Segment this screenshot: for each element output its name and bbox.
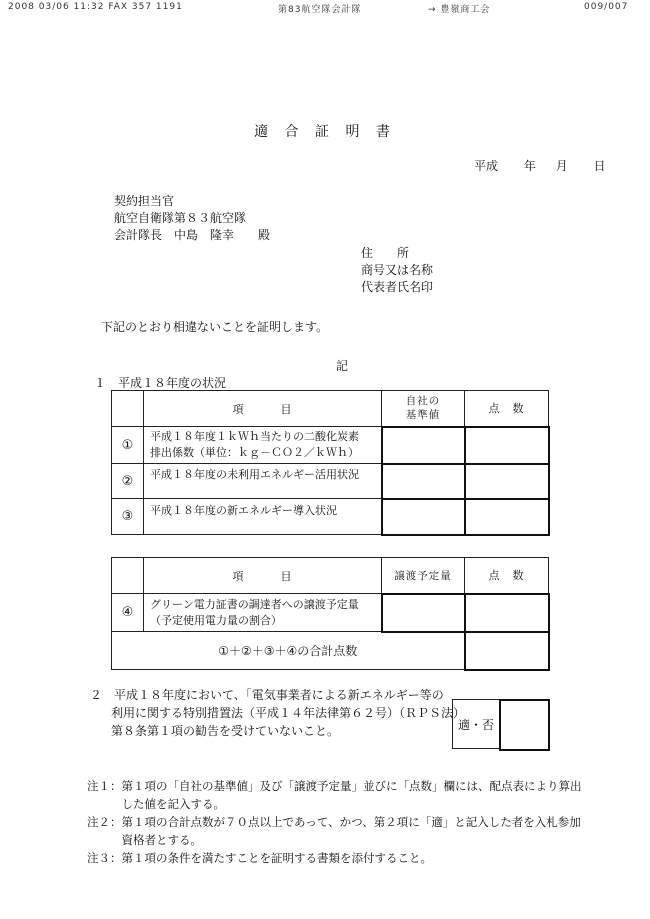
addressee-block	[114, 193, 270, 244]
date-era: 平成	[474, 159, 499, 173]
addressee-name: 会計隊長 中島 隆幸 殿	[114, 228, 271, 242]
section2-text	[90, 686, 465, 740]
date-year: 年	[523, 159, 536, 173]
date-day: 日	[593, 159, 606, 173]
row-number: ①	[112, 427, 144, 464]
sender-representative-label: 代表者氏名印	[361, 280, 434, 294]
note-line: 注１：第１項の「自社の基準値」及び「譲渡予定量」並びに「点数」欄には、配点表により算出	[87, 779, 582, 793]
section2-line: ２ 平成１８年度において、「電気事業者による新エネルギー等の	[90, 688, 444, 702]
row-number: ④	[112, 594, 144, 632]
section2-line: 第８条第１項の勧告を受けていないこと。	[111, 724, 340, 738]
row-item-text: 平成１８年度の未利用エネルギー活用状況	[144, 464, 382, 499]
date-line	[474, 157, 616, 174]
score-cell[interactable]	[465, 499, 549, 535]
sender-company-label: 商号又は名称	[361, 263, 434, 277]
score-cell[interactable]	[465, 427, 549, 464]
row-number: ②	[112, 464, 144, 499]
col-standard-header: 自社の 基準値	[382, 391, 465, 427]
row-item-text: グリーン電力証書の調達者への譲渡予定量 （予定使用電力量の割合）	[144, 594, 382, 632]
date-month: 月	[555, 159, 568, 173]
transfer-value-cell[interactable]	[382, 594, 465, 632]
fax-sender: 第83航空隊会計隊	[278, 5, 362, 15]
addressee-org: 航空自衛隊第８３航空隊	[114, 211, 247, 225]
col-item-header: 項 目	[144, 558, 382, 594]
status-table	[111, 390, 550, 536]
total-score-cell[interactable]	[465, 632, 549, 670]
ki-label: 記	[336, 359, 349, 373]
section2-line: 利用に関する特別措置法（平成１４年法律第６２号）（ＲＰＳ法）	[111, 706, 466, 720]
row-item-text: 平成１８年度１ｋＷｈ当たりの二酸化炭素 排出係数（単位：ｋｇ－ＣＯ２／ｋＷｈ）	[144, 427, 382, 464]
sender-address-label: 住 所	[361, 246, 410, 260]
section1-heading: １ 平成１８年度の状況	[94, 376, 227, 390]
compliance-entry-box[interactable]	[499, 699, 550, 751]
standard-value-cell[interactable]	[382, 499, 465, 535]
note-line: 資格者とする。	[87, 833, 202, 847]
standard-value-cell[interactable]	[382, 464, 465, 499]
col-item-header: 項 目	[144, 391, 382, 427]
col-score-header: 点 数	[465, 391, 549, 427]
document-title: 適 合 証 明 書	[254, 124, 396, 140]
total-score-label: ①＋②＋③＋④の合計点数	[112, 632, 465, 670]
addressee-title: 契約担当官	[114, 194, 175, 208]
notes-block	[87, 777, 582, 867]
fax-recipient: → 豊嶺商工会	[428, 5, 491, 15]
intro-text: 下記のとおり相違ないことを証明します。	[101, 320, 329, 334]
fax-datetime: 2008 03/06 11:32 FAX 357 1191	[8, 2, 183, 12]
note-line: 注３：第１項の条件を満たすことを証明する書類を添付すること。	[87, 851, 432, 865]
row-item-text: 平成１８年度の新エネルギー導入状況	[144, 499, 382, 535]
compliance-label-box: 適・否	[452, 699, 500, 749]
note-line: 注２：第１項の合計点数が７０点以上であって、かつ、第２項に「適」と記入した者を入札参加	[87, 815, 581, 829]
score-cell[interactable]	[465, 464, 549, 499]
note-line: した値を記入する。	[87, 797, 225, 811]
transfer-table	[111, 557, 550, 671]
sender-fields	[361, 245, 433, 296]
col-transfer-header: 譲渡予定量	[382, 558, 465, 594]
row-number: ③	[112, 499, 144, 535]
standard-value-cell[interactable]	[382, 427, 465, 464]
fax-page: 009/007	[584, 2, 629, 12]
col-score-header: 点 数	[465, 558, 549, 594]
score-cell[interactable]	[465, 594, 549, 632]
